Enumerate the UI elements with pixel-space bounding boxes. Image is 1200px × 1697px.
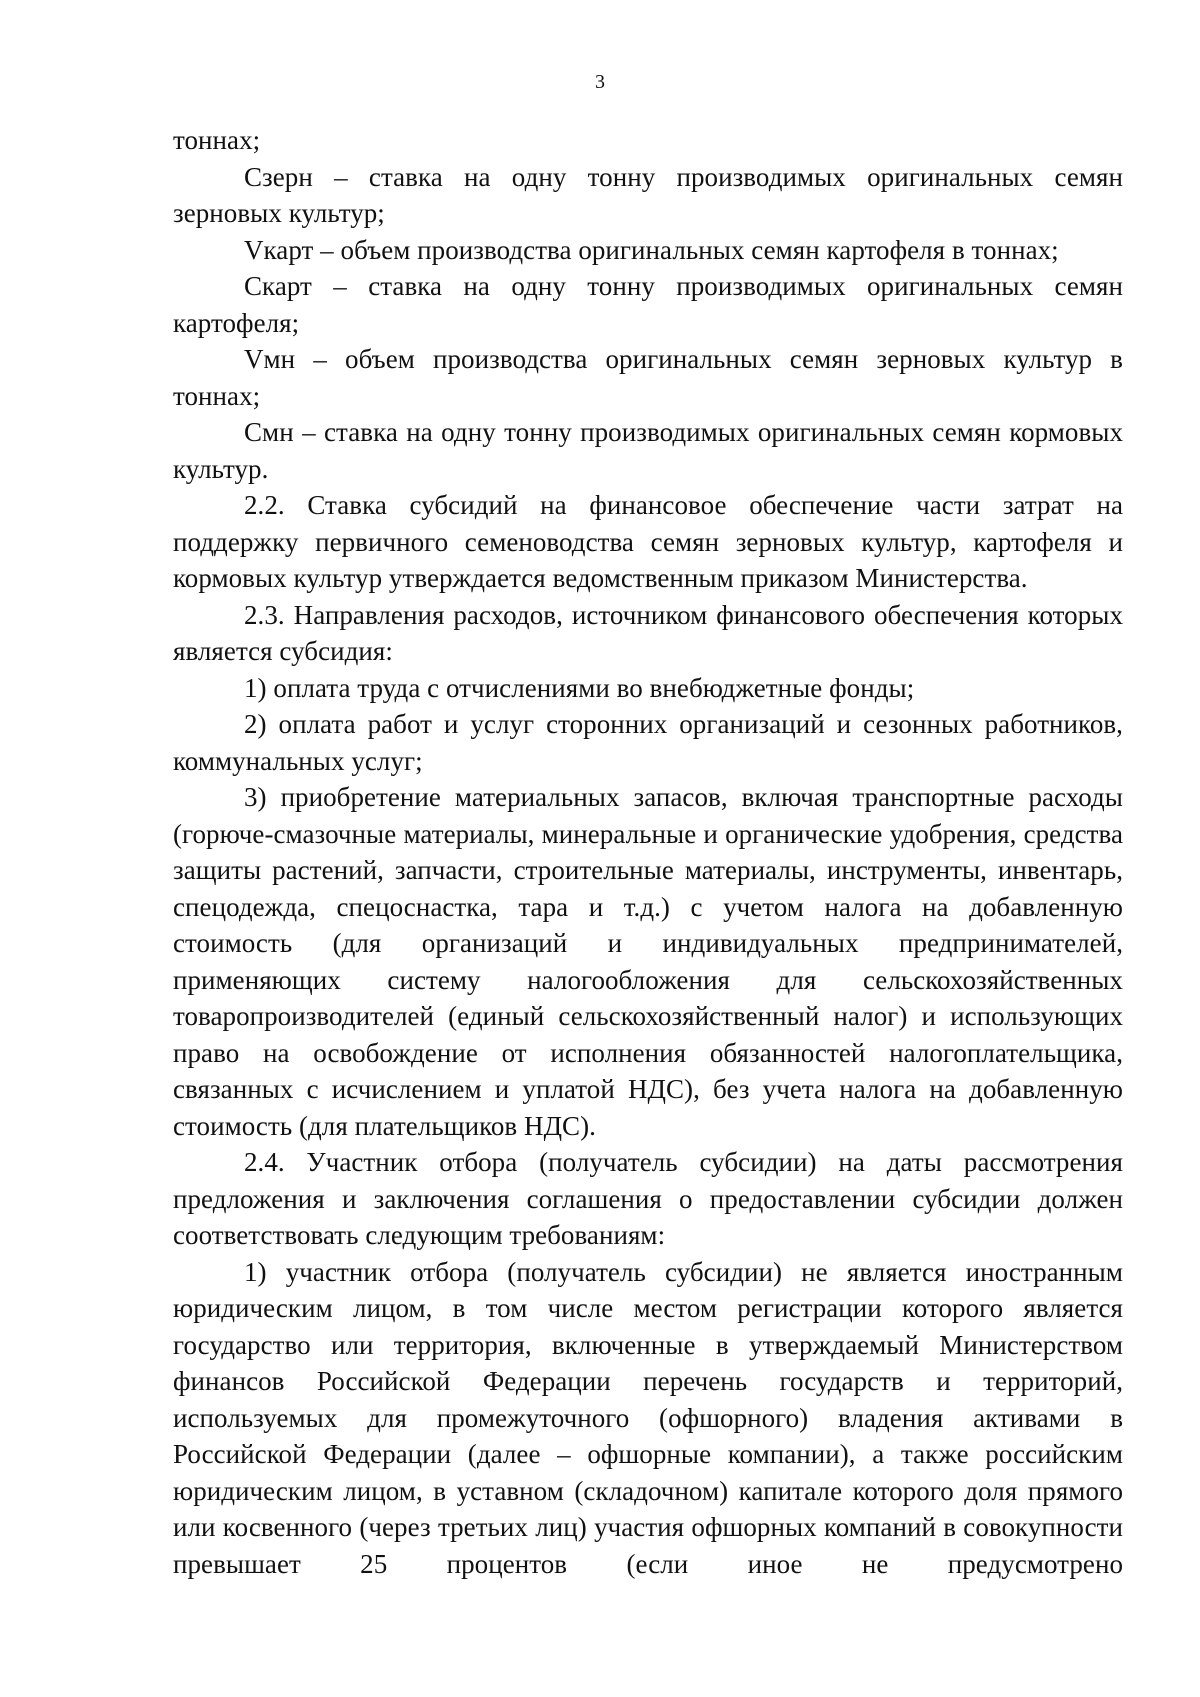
paragraph: Смн – ставка на одну тонну производимых оригинальных семян кормовых культур. (173, 417, 1123, 484)
paragraph: тоннах; (173, 125, 261, 155)
page-number: 3 (595, 71, 605, 93)
paragraph: Vкарт – объем производства оригинальных семян картофеля в тоннах; (244, 234, 1059, 265)
document-body (173, 122, 1123, 1582)
paragraph: 2) оплата работ и услуг сторонних организаций и сезонных работников, коммунальных услуг; (173, 709, 1123, 776)
paragraph: 2.4. Участник отбора (получатель субсидии) на даты рассмотрения предложения и заключения соглашения о предоставлении субсидии должен соответствовать следующим требованиям: (173, 1147, 1123, 1250)
paragraph: 3) приобретение материальных запасов, включая транспортные расходы (горюче-смазочные материалы, минеральные и органические удобрения, средства защиты растений, запчасти, строительные материалы, инструменты, инвентарь, спецодежда, спецоснастка, тара и т.д.) с учетом налога на добавленную стоимость (для организаций и индивидуальных предпринимателей, применяющих систему налогообложения для сельскохозяйственных товаропроизводителей (единый сельскохозяйственный налог) и использующих право на освобождение от исполнения обязанностей налогоплательщика, связанных с исчислением и уплатой НДС), без учета налога на добавленную стоимость (для плательщиков НДС). (173, 782, 1123, 1141)
paragraph: Сзерн – ставка на одну тонну производимых оригинальных семян зерновых культур; (173, 161, 1123, 228)
paragraph: 1) оплата труда с отчислениями во внебюджетные фонды; (244, 672, 915, 703)
paragraph: 1) участник отбора (получатель субсидии) не является иностранным юридическим лицом, в том числе местом регистрации которого является государство или территория, включенные в утверждаемый Министерством финансов Российской Федерации перечень государств и территорий, используемых для промежуточного (офшорного) владения активами в Российской Федерации (далее – офшорные компании), а также российским юридическим лицом, в уставном (складочном) капитале которого доля прямого или косвенного (через третьих лиц) участия офшорных компаний в совокупности превышает 25 процентов (если иное не предусмотрено (173, 1256, 1123, 1579)
paragraph: Скарт – ставка на одну тонну производимых оригинальных семян картофеля; (173, 271, 1123, 338)
paragraph: 2.3. Направления расходов, источником финансового обеспечения которых является субсидия: (173, 599, 1123, 666)
paragraph: 2.2. Ставка субсидий на финансовое обеспечение части затрат на поддержку первичного семеноводства семян зерновых культур, картофеля и кормовых культур утверждается ведомственным приказом Министерства. (173, 490, 1123, 593)
paragraph: Vмн – объем производства оригинальных семян зерновых культур в тоннах; (173, 344, 1123, 411)
